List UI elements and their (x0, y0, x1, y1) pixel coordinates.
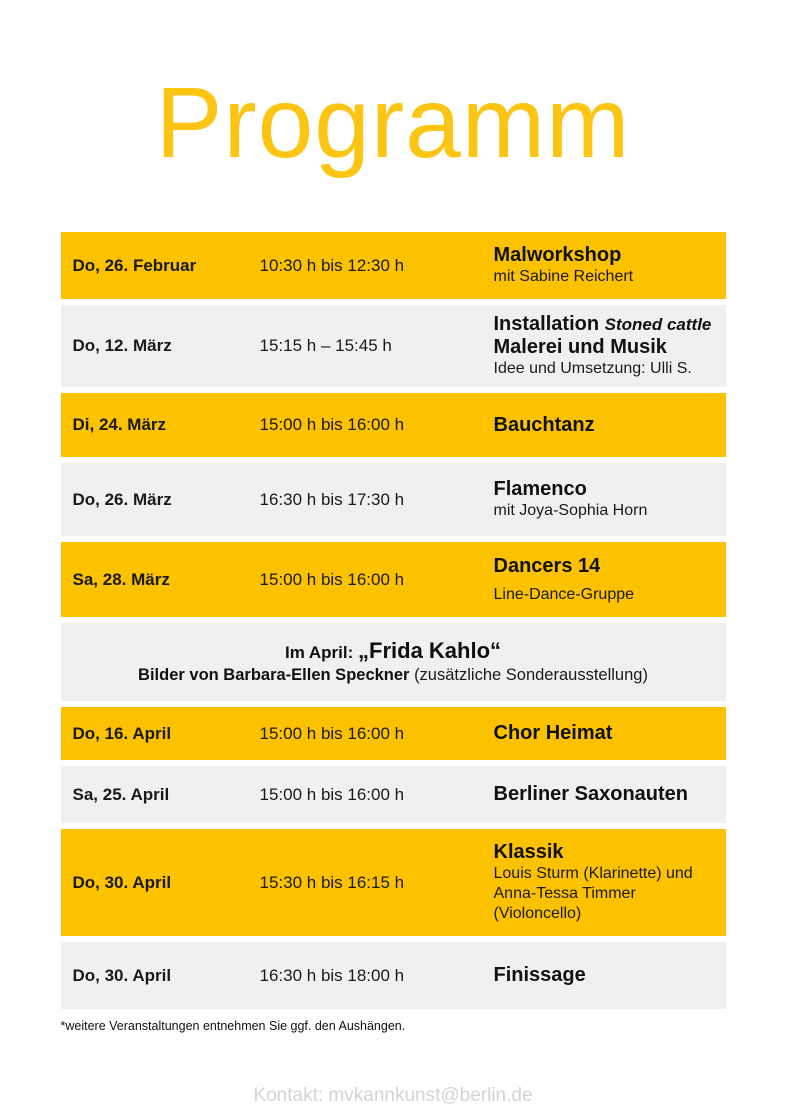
event-details (494, 478, 714, 521)
event-date: Do, 26. März (72, 489, 172, 509)
event-time: 15:15 h – 15:45 h (259, 336, 392, 355)
event-time: 15:00 h bis 16:00 h (259, 723, 405, 743)
announcement-subline (138, 666, 648, 685)
event-title: Flamenco (493, 478, 587, 500)
announcement-headline (285, 639, 501, 663)
event-details (494, 555, 714, 605)
event-title-text: Installation (493, 313, 600, 335)
event-date: Do, 26. Februar (72, 255, 197, 275)
event-title-italic: Stoned cattle (604, 315, 712, 334)
event-subtitle: Line-Dance-Gruppe (493, 585, 635, 603)
event-title: Chor Heimat (493, 722, 613, 744)
announcement-prefix: Im April: (284, 642, 359, 662)
event-subtitle: Anna-Tessa Timmer (Violoncello) (493, 885, 636, 922)
event-details (494, 964, 714, 987)
event-date: Sa, 25. April (72, 784, 170, 804)
event-date: Do, 12. März (72, 336, 172, 355)
announcement-title: „Frida Kahlo“ (358, 637, 502, 663)
schedule-row (61, 766, 726, 823)
event-title (494, 313, 714, 336)
event-time: 15:30 h bis 16:15 h (259, 872, 405, 892)
schedule-row (61, 829, 726, 936)
event-title: Klassik (493, 841, 564, 863)
event-details (494, 841, 714, 924)
footnote: *weitere Veranstaltungen entnehmen Sie ggf. den Aushängen. (60, 1019, 406, 1033)
event-details (494, 722, 714, 745)
schedule-row (61, 305, 726, 387)
event-details (494, 244, 714, 287)
announcement-artist: Bilder von Barbara-Ellen Speckner (138, 666, 415, 685)
event-details (494, 783, 714, 806)
schedule-row (61, 942, 726, 1009)
announcement-row (61, 623, 726, 701)
event-time: 10:30 h bis 12:30 h (259, 255, 405, 275)
event-date: Do, 30. April (72, 872, 172, 892)
announcement-note: (zusätzliche Sonderausstellung) (414, 666, 648, 685)
event-time: 15:00 h bis 16:00 h (259, 784, 405, 804)
schedule-row (61, 707, 726, 760)
contact-line: Kontakt: mvkannkunst@berlin.de (253, 1085, 533, 1106)
event-date: Do, 30. April (72, 965, 172, 985)
page-title: Programm (155, 67, 631, 179)
event-date: Sa, 28. März (72, 569, 170, 589)
schedule-row (61, 463, 726, 536)
event-time: 15:00 h bis 16:00 h (259, 415, 405, 434)
event-title: Finissage (493, 964, 586, 986)
schedule-table (61, 232, 726, 1009)
event-date: Di, 24. März (72, 415, 167, 434)
event-date: Do, 16. April (72, 723, 172, 743)
event-title: Malworkshop (493, 244, 622, 266)
event-subtitle: mit Joya-Sophia Horn (493, 502, 648, 519)
event-subtitle: Idee und Umsetzung: Ulli S. (493, 360, 692, 377)
event-details (494, 414, 714, 437)
schedule-row (61, 232, 726, 299)
schedule-row (61, 542, 726, 617)
event-title: Bauchtanz (493, 413, 595, 436)
event-subtitle: Louis Sturm (Klarinette) und (493, 865, 693, 882)
event-title: Berliner Saxonauten (493, 783, 689, 805)
event-subtitle: mit Sabine Reichert (493, 268, 634, 285)
event-details (494, 313, 714, 379)
event-time: 15:00 h bis 16:00 h (259, 569, 405, 589)
event-time: 16:30 h bis 18:00 h (259, 965, 405, 985)
event-time: 16:30 h bis 17:30 h (259, 489, 405, 509)
event-title: Dancers 14 (493, 554, 601, 577)
event-title-second: Malerei und Musik (493, 336, 667, 358)
schedule-row (61, 393, 726, 457)
